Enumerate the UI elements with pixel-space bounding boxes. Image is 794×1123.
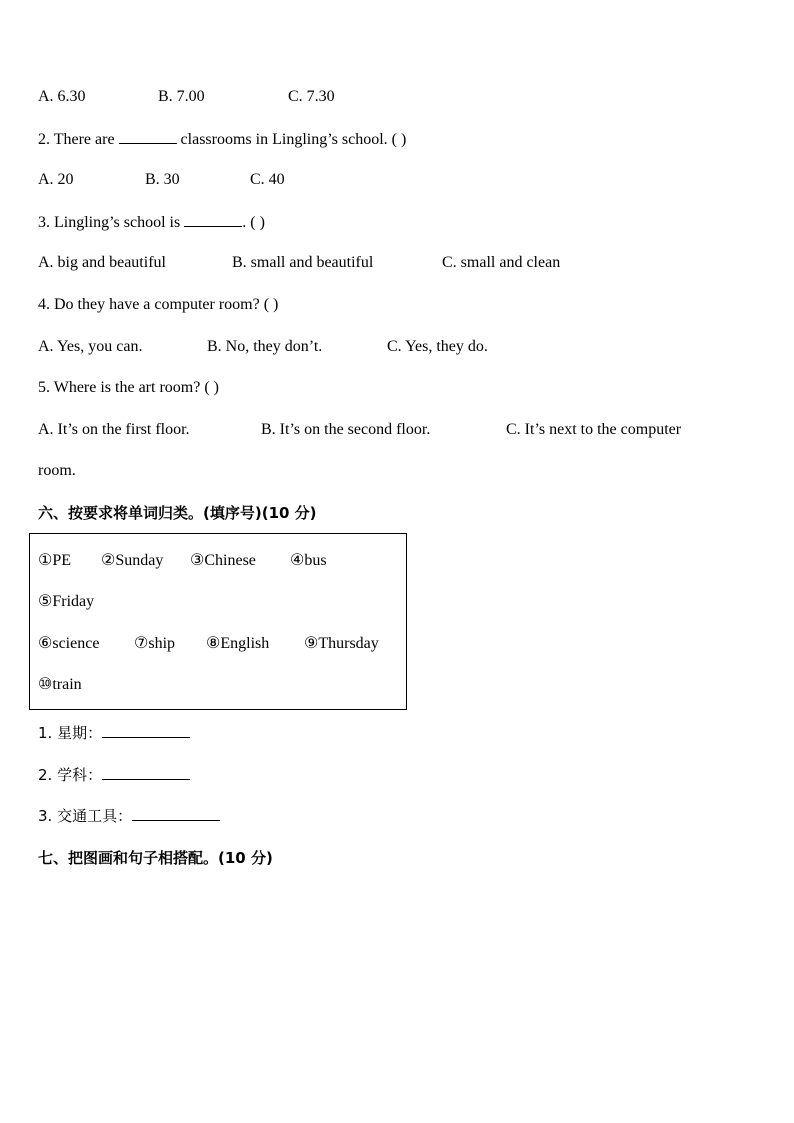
question-4: 4. Do they have a computer room? ( ) [38, 296, 279, 313]
question-3 [38, 212, 265, 233]
word-item: ④bus [290, 552, 327, 569]
q1-option-a: A. 6.30 [38, 88, 86, 105]
category-weekdays [38, 723, 190, 743]
section-7-title: 七、把图画和句子相搭配。(10 分) [38, 849, 273, 867]
q2-option-a: A. 20 [38, 171, 74, 188]
section-6-title: 六、按要求将单词归类。(填序号)(10 分) [38, 504, 317, 522]
answer-blank [119, 129, 177, 144]
q2-option-c: C. 40 [250, 171, 285, 188]
question-5-continuation: room. [38, 462, 76, 479]
word-item: ②Sunday [101, 552, 164, 569]
word-item: ⑨Thursday [304, 635, 379, 652]
answer-blank [132, 806, 220, 821]
answer-blank [102, 765, 190, 780]
q4-option-b: B. No, they don’t. [207, 338, 323, 355]
q3-option-c: C. small and clean [442, 254, 561, 271]
category-subjects [38, 765, 190, 785]
q2-option-b: B. 30 [145, 171, 180, 188]
word-item: ①PE [38, 552, 72, 569]
q1-option-c: C. 7.30 [288, 88, 335, 105]
q1-option-b: B. 7.00 [158, 88, 205, 105]
question-2-text-post: classrooms in Lingling’s school. ( ) [180, 131, 407, 148]
category-label: 3. 交通工具： [38, 807, 133, 825]
question-3-text-pre: 3. Lingling’s school is [38, 214, 181, 231]
q3-option-b: B. small and beautiful [232, 254, 374, 271]
question-5: 5. Where is the art room? ( ) [38, 379, 219, 396]
q5-option-c: C. It’s next to the computer [506, 421, 682, 438]
answer-blank [102, 723, 190, 738]
word-item: ⑧English [206, 635, 270, 652]
q5-option-b: B. It’s on the second floor. [261, 421, 431, 438]
category-transport [38, 806, 220, 826]
category-label: 1. 星期： [38, 724, 103, 742]
question-2 [38, 129, 406, 150]
q4-option-a: A. Yes, you can. [38, 338, 143, 355]
word-item: ③Chinese [190, 552, 256, 569]
q4-option-c: C. Yes, they do. [387, 338, 488, 355]
word-item: ⑥science [38, 635, 100, 652]
answer-blank [184, 212, 242, 227]
category-label: 2. 学科： [38, 766, 103, 784]
question-3-text-post: . ( ) [242, 214, 265, 231]
word-item: ⑦ship [134, 635, 176, 652]
q3-option-a: A. big and beautiful [38, 254, 166, 271]
q5-option-a: A. It’s on the first floor. [38, 421, 190, 438]
word-item: ⑤Friday [38, 593, 95, 610]
word-item: ⑩train [38, 676, 82, 693]
question-2-text-pre: 2. There are [38, 131, 115, 148]
